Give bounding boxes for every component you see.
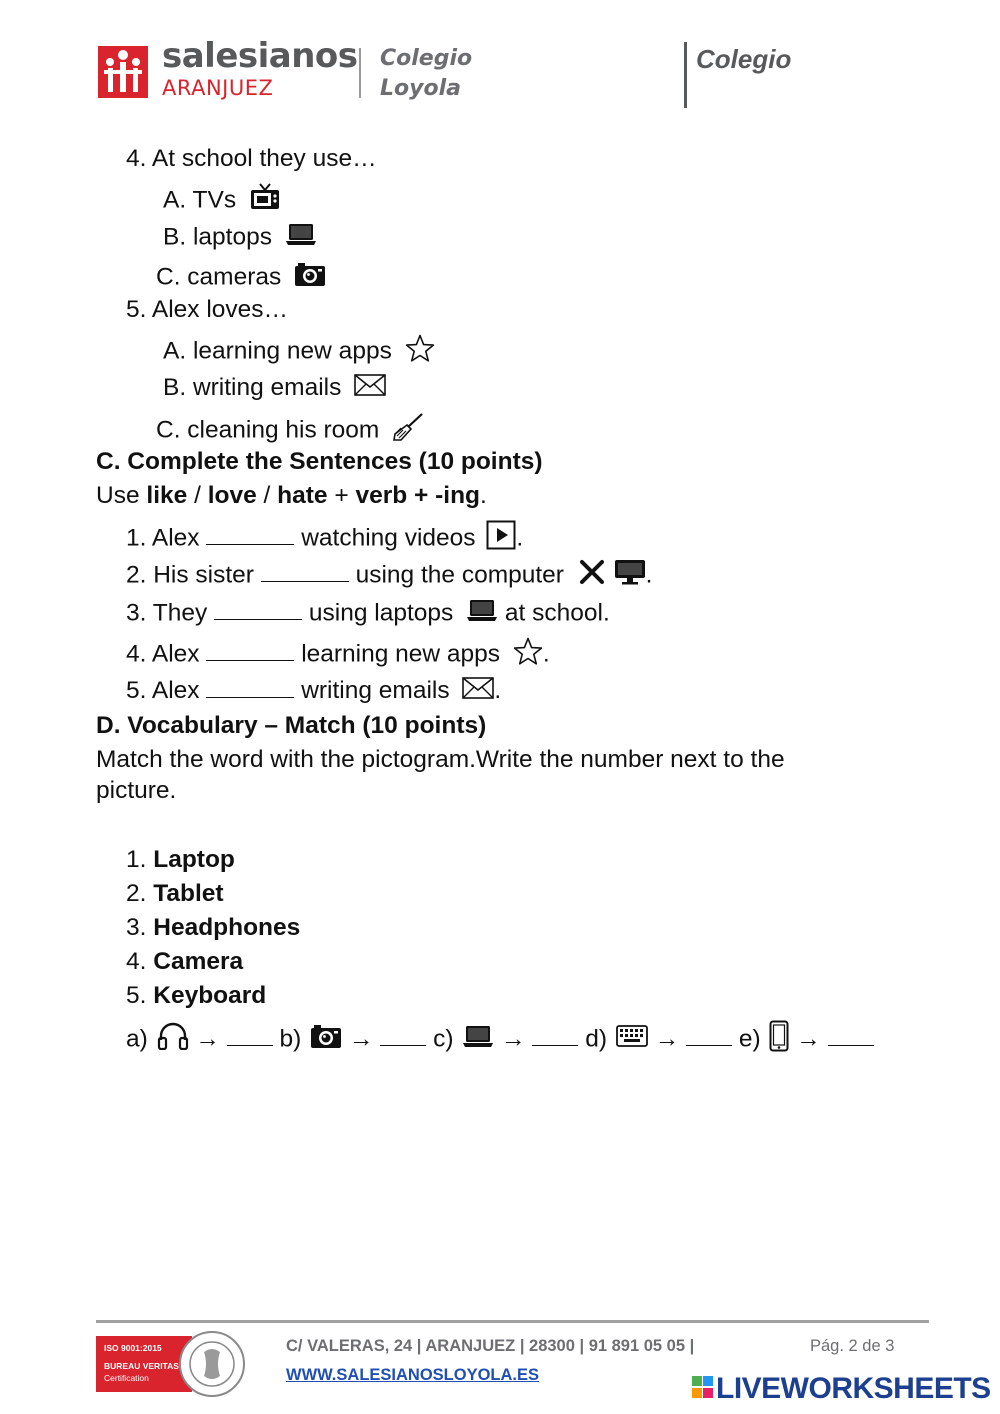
q5-option-b-label: B. writing emails	[163, 374, 342, 401]
footer-address: C/ VALERAS, 24 | ARANJUEZ | 28300 | 91 891 05 05 |	[286, 1337, 695, 1355]
q5-option-c-label: C. cleaning his room	[156, 416, 380, 444]
brand-colegio-line2: Loyola	[380, 76, 461, 101]
vocab-num-1: 1.	[126, 846, 147, 873]
sentence-4-before: 4. Alex	[126, 640, 200, 668]
section-d-instructions-line1: Match the word with the pictogram.Write the number next to the	[96, 746, 785, 773]
liveworksheets-blocks-icon	[692, 1376, 714, 1400]
laptop-icon	[462, 1024, 494, 1056]
q4-option-c	[156, 261, 326, 295]
instr-verb-ing: verb + -ing	[355, 482, 481, 509]
sentence-3	[126, 598, 610, 630]
match-letter-d: d)	[585, 1025, 608, 1053]
instr-slash-1: /	[187, 482, 208, 509]
sentence-5-after: writing emails	[301, 677, 450, 704]
match-letter-b: b)	[279, 1025, 302, 1053]
sentence-1	[126, 520, 523, 558]
match-blank-a[interactable]	[227, 1025, 273, 1046]
section-c-heading: C. Complete the Sentences (10 points)	[96, 448, 543, 475]
question-4: 4. At school they use…	[126, 145, 377, 172]
match-letter-c: c)	[433, 1025, 454, 1053]
sentence-2	[126, 559, 652, 593]
instr-hate: hate	[277, 482, 328, 509]
sentence-3-tail: at school.	[504, 599, 610, 627]
liveworksheets-text: LIVEWORKSHEETS	[716, 1372, 991, 1405]
envelope-icon	[354, 374, 386, 404]
camera-icon	[294, 261, 326, 295]
header-title: Colegio	[696, 44, 792, 74]
match-arrow-d: →	[654, 1025, 680, 1053]
sentence-2-after: using the computer	[355, 561, 564, 589]
q4-option-b-label: B. laptops	[163, 223, 272, 251]
match-blank-e[interactable]	[828, 1025, 874, 1046]
vocab-word-3	[126, 913, 300, 943]
match-row	[126, 1020, 874, 1060]
brand-divider	[359, 48, 361, 98]
sentence-3-before: 3. They	[126, 599, 208, 627]
sentence-4	[126, 637, 550, 673]
instr-plus: +	[327, 482, 356, 509]
match-arrow-a: →	[195, 1025, 220, 1053]
brand-name: salesianos	[162, 36, 358, 76]
bureau-veritas-seal-icon	[178, 1330, 246, 1398]
sentence-5	[126, 676, 501, 707]
star-icon	[513, 637, 543, 673]
vocab-word-5	[126, 981, 266, 1011]
laptop-icon	[285, 222, 317, 254]
match-arrow-b: →	[348, 1025, 374, 1053]
sentence-4-after: learning new apps	[301, 640, 501, 668]
instr-use: Use	[96, 482, 147, 509]
q5-option-b	[163, 373, 386, 404]
q5-option-c	[156, 412, 424, 450]
question-5: 5. Alex loves…	[126, 296, 289, 323]
q4-option-c-label: C. cameras	[156, 263, 282, 291]
match-blank-b[interactable]	[380, 1025, 426, 1046]
tablet-icon	[769, 1020, 789, 1060]
match-arrow-e: →	[796, 1025, 821, 1053]
instr-like: like	[146, 482, 188, 509]
instr-slash-2: /	[256, 482, 278, 509]
q4-option-b	[163, 222, 317, 254]
vocab-num-2: 2.	[126, 880, 147, 907]
sentence-1-after: watching videos	[301, 524, 476, 552]
star-icon	[405, 334, 435, 370]
sentence-5-blank[interactable]	[206, 677, 294, 698]
sentence-1-blank[interactable]	[206, 524, 294, 545]
section-d-instructions-line2: picture.	[96, 777, 177, 804]
sentence-1-tail: .	[516, 524, 524, 552]
match-blank-d[interactable]	[686, 1025, 732, 1046]
sentence-1-before: 1. Alex	[126, 524, 200, 552]
sentence-2-blank[interactable]	[261, 561, 349, 582]
q5-option-a-label: A. learning new apps	[163, 337, 392, 365]
vocab-word-1	[126, 845, 235, 875]
vocab-word-2	[126, 879, 224, 909]
match-blank-c[interactable]	[532, 1025, 578, 1046]
cert-line-3: Certification	[104, 1373, 149, 1383]
match-letter-e: e)	[738, 1025, 761, 1053]
camera-icon	[310, 1023, 342, 1057]
brand-colegio	[380, 44, 472, 104]
sentence-5-before: 5. Alex	[126, 677, 200, 704]
vocab-num-5: 5.	[126, 982, 147, 1009]
salesianos-logo-icon	[98, 46, 148, 98]
footer-rule	[96, 1320, 929, 1323]
cert-line-1: ISO 9001:2015	[104, 1343, 162, 1353]
match-arrow-c: →	[501, 1025, 526, 1053]
header-divider	[684, 42, 687, 108]
q5-option-a	[163, 334, 435, 370]
cross-icon	[579, 559, 605, 593]
brand-city: ARANJUEZ	[162, 76, 274, 100]
sentence-3-after: using laptops	[308, 599, 454, 627]
section-d-heading: D. Vocabulary – Match (10 points)	[96, 712, 487, 739]
vocab-word-headphones: Headphones	[153, 914, 301, 941]
vocab-word-laptop: Laptop	[153, 846, 235, 873]
instr-dot: .	[480, 482, 487, 509]
sentence-4-tail: .	[542, 640, 550, 668]
envelope-icon	[462, 677, 494, 707]
vocab-word-keyboard: Keyboard	[153, 982, 267, 1009]
q4-option-a	[163, 183, 281, 219]
sentence-3-blank[interactable]	[214, 599, 302, 620]
sentence-2-before: 2. His sister	[126, 561, 254, 589]
laptop-icon	[466, 598, 498, 630]
sentence-5-tail: .	[494, 677, 502, 704]
bureau-veritas-logo	[96, 1330, 246, 1398]
liveworksheets-logo[interactable]	[692, 1372, 991, 1406]
q4-option-a-label: A. TVs	[163, 186, 237, 214]
vocab-num-3: 3.	[126, 914, 147, 941]
computer-icon	[614, 559, 646, 593]
play-icon	[486, 520, 516, 558]
section-c-instructions	[96, 481, 487, 511]
headphones-icon	[157, 1022, 189, 1058]
vocab-word-camera: Camera	[153, 948, 244, 975]
match-letter-a: a)	[126, 1025, 148, 1053]
sentence-4-blank[interactable]	[206, 640, 294, 661]
cert-line-2: BUREAU VERITAS	[104, 1361, 179, 1371]
keyboard-icon	[616, 1025, 648, 1055]
vocab-word-tablet: Tablet	[153, 880, 224, 907]
vocab-num-4: 4.	[126, 948, 147, 975]
tv-icon	[249, 183, 281, 219]
brand-colegio-line1: Colegio	[380, 46, 473, 71]
footer-website-link[interactable]: WWW.SALESIANOSLOYOLA.ES	[286, 1366, 540, 1384]
instr-love: love	[207, 482, 257, 509]
page-number: Pág. 2 de 3	[810, 1337, 895, 1355]
sentence-2-tail: .	[645, 561, 653, 589]
vocab-word-4	[126, 947, 243, 977]
broom-icon	[392, 412, 424, 450]
